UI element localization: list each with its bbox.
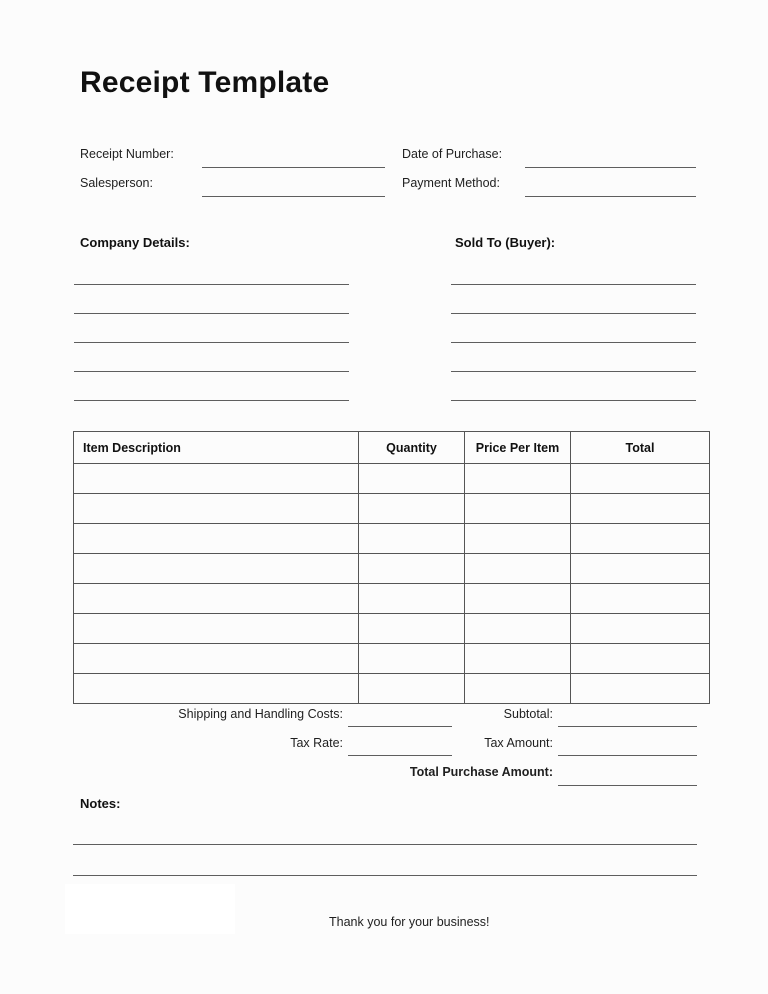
date-of-purchase-label: Date of Purchase: xyxy=(402,147,503,161)
payment-method-input[interactable] xyxy=(525,196,696,197)
items-table-header-row xyxy=(74,432,710,464)
tax-rate-label: Tax Rate: xyxy=(290,736,343,750)
sold-to-line-2[interactable] xyxy=(451,313,696,314)
notes-heading: Notes: xyxy=(80,796,121,811)
table-row xyxy=(74,614,710,644)
cell-price-per-item[interactable] xyxy=(465,554,571,584)
items-table-body xyxy=(74,464,710,704)
column-header-item-description: Item Description xyxy=(74,432,359,464)
cell-quantity[interactable] xyxy=(359,524,465,554)
table-row xyxy=(74,494,710,524)
tax-amount-label: Tax Amount: xyxy=(484,736,553,750)
receipt-number-label: Receipt Number: xyxy=(80,147,174,161)
cell-total[interactable] xyxy=(571,494,710,524)
cell-item-description[interactable] xyxy=(74,584,359,614)
subtotal-input[interactable] xyxy=(558,726,697,727)
table-row xyxy=(74,584,710,614)
table-row xyxy=(74,554,710,584)
cell-total[interactable] xyxy=(571,674,710,704)
tax-amount-input[interactable] xyxy=(558,755,697,756)
cell-quantity[interactable] xyxy=(359,584,465,614)
thank-you-message: Thank you for your business! xyxy=(329,915,490,929)
shipping-and-handling-input[interactable] xyxy=(348,726,452,727)
cell-total[interactable] xyxy=(571,614,710,644)
date-of-purchase-input[interactable] xyxy=(525,167,696,168)
cell-quantity[interactable] xyxy=(359,674,465,704)
salesperson-label: Salesperson: xyxy=(80,176,153,190)
cell-item-description[interactable] xyxy=(74,644,359,674)
total-purchase-amount-input[interactable] xyxy=(558,785,697,786)
company-details-line-5[interactable] xyxy=(74,400,349,401)
cell-price-per-item[interactable] xyxy=(465,584,571,614)
salesperson-input[interactable] xyxy=(202,196,385,197)
cell-price-per-item[interactable] xyxy=(465,524,571,554)
sold-to-line-3[interactable] xyxy=(451,342,696,343)
cell-item-description[interactable] xyxy=(74,614,359,644)
shipping-and-handling-label: Shipping and Handling Costs: xyxy=(178,707,343,721)
cell-quantity[interactable] xyxy=(359,494,465,524)
cell-quantity[interactable] xyxy=(359,464,465,494)
cell-total[interactable] xyxy=(571,584,710,614)
cell-price-per-item[interactable] xyxy=(465,644,571,674)
cell-total[interactable] xyxy=(571,554,710,584)
subtotal-label: Subtotal: xyxy=(503,707,553,721)
cell-price-per-item[interactable] xyxy=(465,674,571,704)
cell-item-description[interactable] xyxy=(74,524,359,554)
tax-rate-input[interactable] xyxy=(348,755,452,756)
column-header-quantity: Quantity xyxy=(359,432,465,464)
cell-quantity[interactable] xyxy=(359,614,465,644)
sold-to-line-5[interactable] xyxy=(451,400,696,401)
company-details-line-2[interactable] xyxy=(74,313,349,314)
cell-total[interactable] xyxy=(571,464,710,494)
sold-to-line-4[interactable] xyxy=(451,371,696,372)
cell-item-description[interactable] xyxy=(74,494,359,524)
table-row xyxy=(74,524,710,554)
receipt-number-input[interactable] xyxy=(202,167,385,168)
cell-price-per-item[interactable] xyxy=(465,614,571,644)
company-details-heading: Company Details: xyxy=(80,235,190,250)
notes-line-2[interactable] xyxy=(73,875,697,876)
notes-line-1[interactable] xyxy=(73,844,697,845)
table-row xyxy=(74,644,710,674)
sold-to-line-1[interactable] xyxy=(451,284,696,285)
cell-item-description[interactable] xyxy=(74,674,359,704)
cell-total[interactable] xyxy=(571,644,710,674)
cell-item-description[interactable] xyxy=(74,554,359,584)
cell-item-description[interactable] xyxy=(74,464,359,494)
cell-quantity[interactable] xyxy=(359,644,465,674)
payment-method-label: Payment Method: xyxy=(402,176,500,190)
cell-price-per-item[interactable] xyxy=(465,464,571,494)
items-table xyxy=(73,431,710,704)
sold-to-buyer-heading: Sold To (Buyer): xyxy=(455,235,556,250)
company-details-line-1[interactable] xyxy=(74,284,349,285)
table-row xyxy=(74,464,710,494)
company-details-line-4[interactable] xyxy=(74,371,349,372)
column-header-total: Total xyxy=(571,432,710,464)
cell-price-per-item[interactable] xyxy=(465,494,571,524)
total-purchase-amount-label: Total Purchase Amount: xyxy=(409,765,553,779)
cell-quantity[interactable] xyxy=(359,554,465,584)
footer-blank-box xyxy=(65,884,235,934)
table-row xyxy=(74,674,710,704)
cell-total[interactable] xyxy=(571,524,710,554)
page-title: Receipt Template xyxy=(80,66,330,99)
column-header-price-per-item: Price Per Item xyxy=(465,432,571,464)
company-details-line-3[interactable] xyxy=(74,342,349,343)
